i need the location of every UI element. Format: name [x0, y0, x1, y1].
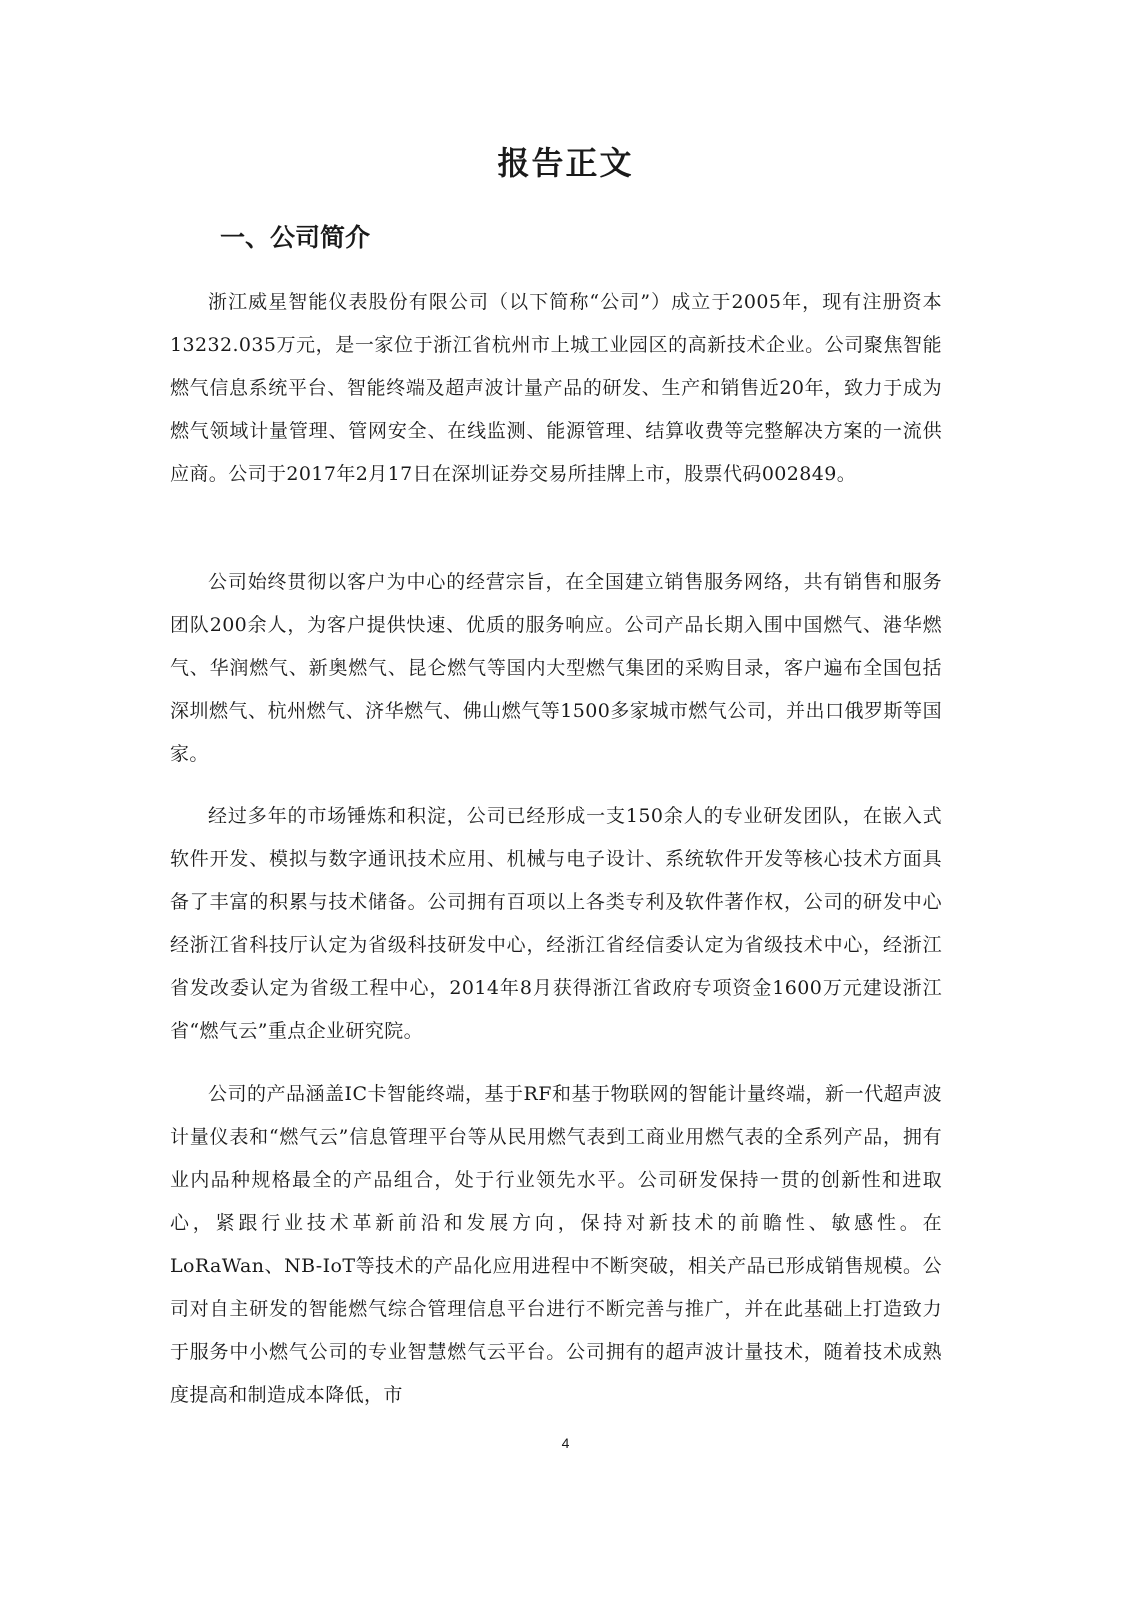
- paragraph-sales-network: 公司始终贯彻以客户为中心的经营宗旨，在全国建立销售服务网络，共有销售和服务团队200余人，为客户提供快速、优质的服务响应。公司产品长期入围中国燃气、港华燃气、华润燃气、新奥燃气、昆仑燃气等国内大型燃气集团的采购目录，客户遍布全国包括深圳燃气、杭州燃气、济华燃气、佛山燃气等1500多家城市燃气公司，并出口俄罗斯等国家。: [170, 571, 942, 765]
- paragraph-rd-team: 经过多年的市场锤炼和积淀，公司已经形成一支150余人的专业研发团队，在嵌入式软件开发、模拟与数字通讯技术应用、机械与电子设计、系统软件开发等核心技术方面具备了丰富的积累与技术储备。公司拥有百项以上各类专利及软件著作权，公司的研发中心经浙江省科技厅认定为省级科技研发中心，经浙江省经信委认定为省级技术中心，经浙江省发改委认定为省级工程中心，2014年8月获得浙江省政府专项资金1600万元建设浙江省“燃气云”重点企业研究院。: [170, 805, 942, 1042]
- paragraph-products: 公司的产品涵盖IC卡智能终端，基于RF和基于物联网的智能计量终端，新一代超声波计量仪表和“燃气云”信息管理平台等从民用燃气表到工商业用燃气表的全系列产品，拥有业内品种规格最全的产品组合，处于行业领先水平。公司研发保持一贯的创新性和进取心，紧跟行业技术革新前沿和发展方向，保持对新技术的前瞻性、敏感性。在LoRaWan、NB-IoT等技术的产品化应用进程中不断突破，相关产品已形成销售规模。公司对自主研发的智能燃气综合管理信息平台进行不断完善与推广，并在此基础上打造致力于服务中小燃气公司的专业智慧燃气云平台。公司拥有的超声波计量技术，随着技术成熟度提高和制造成本降低，市: [170, 1083, 942, 1406]
- page-number: 4: [561, 1435, 570, 1451]
- section-heading: 一、公司简介: [220, 223, 371, 252]
- paragraph-company-overview: 浙江威星智能仪表股份有限公司（以下简称“公司”）成立于2005年，现有注册资本13232.035万元，是一家位于浙江省杭州市上城工业园区的高新技术企业。公司聚焦智能燃气信息系统平台、智能终端及超声波计量产品的研发、生产和销售近20年，致力于成为燃气领域计量管理、管网安全、在线监测、能源管理、结算收费等完整解决方案的一流供应商。公司于2017年2月17日在深圳证券交易所挂牌上市，股票代码002849。: [170, 291, 942, 485]
- document-title: 报告正文: [497, 144, 634, 182]
